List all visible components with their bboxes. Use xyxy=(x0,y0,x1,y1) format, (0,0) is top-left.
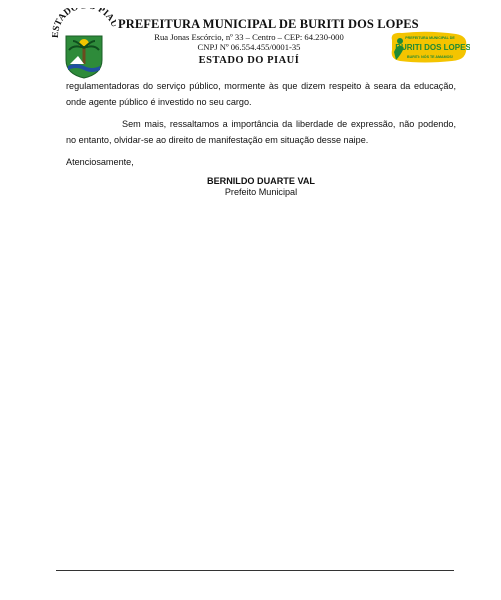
seal-arc-text xyxy=(52,8,116,38)
state-name: ESTADO DO PIAUÍ xyxy=(198,55,300,66)
signatory-role: Prefeito Municipal xyxy=(224,187,298,197)
signature-block xyxy=(66,176,456,198)
municipality-title: PREFEITURA MUNICIPAL DE BURITI DOS LOPES xyxy=(118,17,419,31)
signatory-name: BERNILDO DUARTE VAL xyxy=(207,176,315,186)
footer-divider xyxy=(56,570,454,571)
logo-slogan: BURITI: NÓS TE AMAMOS! xyxy=(407,55,453,59)
logo-top-text: PREFEITURA MUNICIPAL DE xyxy=(405,36,455,40)
logo-main-text: BURITI DOS LOPES xyxy=(395,43,470,52)
buriti-logo-icon xyxy=(388,30,470,66)
letterhead-text xyxy=(118,17,419,66)
body-paragraph: regulamentadoras do serviço público, mormente às que dizem respeito à seara da educação, onde agente público é investido no seu cargo. xyxy=(66,81,456,107)
seal-emblem-icon xyxy=(52,8,116,80)
body-paragraph: Sem mais, ressaltamos a importância da liberdade de expressão, não podendo, no entanto, olvidar-se ao direito de manifestação em situação desse naipe. xyxy=(66,119,456,145)
municipality-address: Rua Jonas Escórcio, nº 33 – Centro – CEP: 64.230-000 xyxy=(154,32,344,42)
letter-body xyxy=(66,78,456,197)
closing-salutation: Atenciosamente, xyxy=(66,157,134,167)
municipality-cnpj: CNPJ Nº 06.554.455/0001-35 xyxy=(197,42,301,52)
brand-logo xyxy=(388,30,470,66)
seal-arc-textpath: STADO PIA xyxy=(52,8,116,33)
municipal-seal xyxy=(52,8,116,80)
letterhead xyxy=(0,0,501,80)
